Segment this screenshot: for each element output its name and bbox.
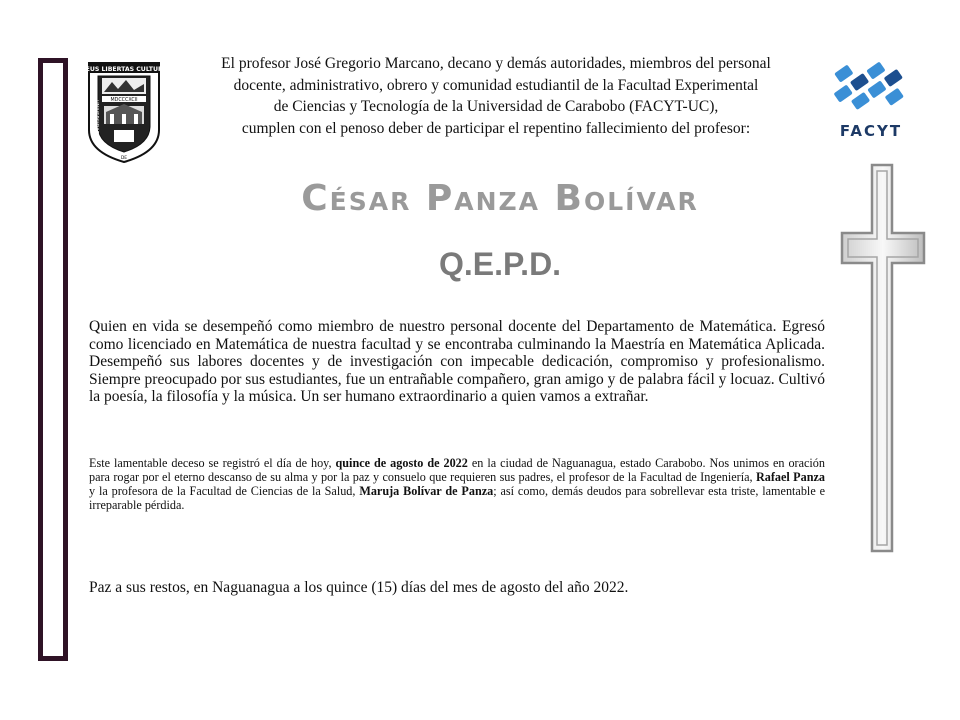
seal-year: MDCCCXCII <box>110 98 138 103</box>
deceased-name: César Panza Bolívar <box>301 178 699 219</box>
mother-name: Maruja Bolívar de Panza <box>359 484 494 498</box>
details-text: ; así como, demás deudos para sobrellevar esta triste, lamentable e irreparable pérdida. <box>89 484 826 512</box>
header-line: docente, administrativo, obrero y comunidad estudiantil de la Facultad Experimental <box>233 76 759 94</box>
closing-line: Paz a sus restos, en Naguanagua a los quince (15) días del mes de agosto del año 2022. <box>89 579 629 596</box>
header-line: de Ciencias y Tecnología de la Universidad de Carabobo (FACYT-UC), <box>273 98 719 115</box>
announcement-header <box>170 53 822 139</box>
father-name: Rafael Panza <box>755 470 825 484</box>
seal-ring-bottom: DE <box>120 156 128 161</box>
facyt-logo-text: FACYT <box>839 122 903 140</box>
qepd-label: Q.E.P.D. <box>438 246 562 282</box>
left-frame-bar <box>38 58 68 661</box>
biography-paragraph: Quien en vida se desempeñó como miembro de nuestro personal docente del Departamento de Matemática. Egresó como licenciado en Matemática de nuestra facultad y se encontraba culminando la Maestría en Matemática Aplicada. Desempeñó sus labores docentes y de investigación con impecable dedicación, compromiso y profesionalismo. Siempre preocupado por sus estudiantes, fue un entrañable compañero, gran amigo y de palabra fácil y locuaz. Cultivó la poesía, la filosofía y la música. Un ser humano extraordinario a quien vamos a extrañar. <box>89 318 826 405</box>
seal-ring-left: UNIVERSIDAD <box>93 100 99 135</box>
details-text: en la ciudad de Naguanagua, estado Carabobo. Nos unimos en oración para rogar por el eterno descanso de su alma y por la paz y consuelo que requieren sus padres, el profesor de la Facultad de Ingeniería, <box>89 456 825 484</box>
seal-ring-right: CARABOBO <box>152 100 158 129</box>
date-highlight: quince de agosto de 2022 <box>335 456 468 470</box>
header-line: El profesor José Gregorio Marcano, decano y demás autoridades, miembros del personal <box>221 55 771 72</box>
details-paragraph <box>89 456 825 512</box>
cross-icon <box>838 163 928 555</box>
university-seal-icon <box>80 60 168 164</box>
details-text: y la profesora de la Facultad de Ciencias de la Salud, <box>89 484 360 498</box>
header-line: cumplen con el penoso deber de participar el repentino fallecimiento del profesor: <box>241 119 751 137</box>
facyt-logo-icon <box>830 50 912 142</box>
seal-motto: DEUS LIBERTAS CULTURA <box>80 66 168 73</box>
details-text: Este lamentable deceso se registró el día de hoy, <box>89 456 336 470</box>
